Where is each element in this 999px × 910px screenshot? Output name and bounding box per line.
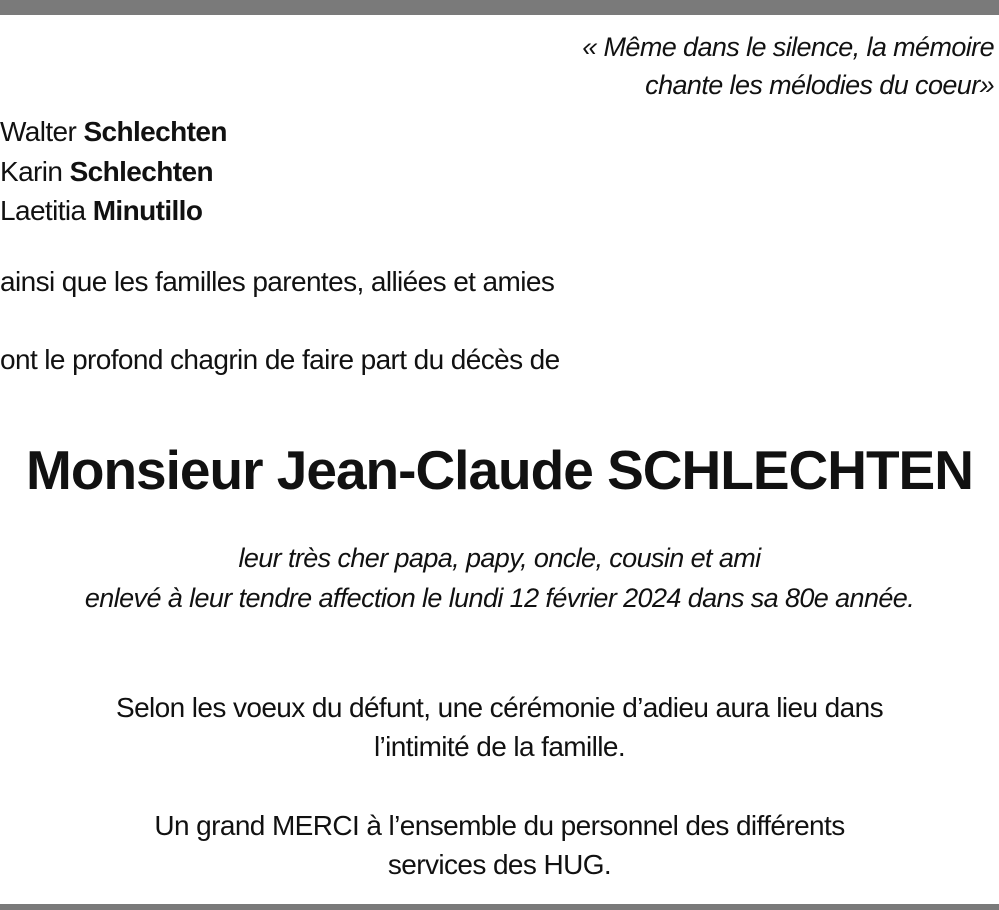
epigraph-line-2: chante les mélodies du coeur» [645,70,994,100]
top-divider [0,0,999,15]
mourners-list [0,112,227,231]
families-line: ainsi que les familles parentes, alliées et amies [0,266,555,297]
announcement-line: ont le profond chagrin de faire part du décès de [0,344,560,375]
mourner-karin [0,152,227,192]
mourner-laetitia [0,191,227,231]
mourner-walter [0,112,227,152]
mourner-first-name: Walter [0,116,77,147]
ceremony-line-1: Selon les voeux du défunt, une cérémonie d’adieu aura lieu dans [116,692,883,723]
mourner-last-name: Schlechten [69,155,213,187]
bottom-divider [0,904,999,910]
thanks-notice [0,806,999,884]
ceremony-line-2: l’intimité de la famille. [373,731,626,762]
thanks-line-2: services des HUG. [387,849,612,880]
tribute-text [0,538,999,618]
deceased-name: Monsieur Jean-Claude SCHLECHTEN [26,439,973,501]
ceremony-notice [0,688,999,766]
mourner-first-name: Karin [0,155,63,187]
tribute-line-2: enlevé à leur tendre affection le lundi 12 février 2024 dans sa 80e année. [84,583,915,613]
tribute-line-1: leur très cher papa, papy, oncle, cousin et ami [238,543,761,573]
mourner-last-name: Minutillo [92,195,203,226]
epigraph-quote [582,28,994,104]
mourner-last-name: Schlechten [83,116,227,147]
thanks-line-1: Un grand MERCI à l’ensemble du personnel des différents [154,810,845,841]
mourner-first-name: Laetitia [0,195,86,226]
epigraph-line-1: « Même dans le silence, la mémoire [582,32,994,62]
